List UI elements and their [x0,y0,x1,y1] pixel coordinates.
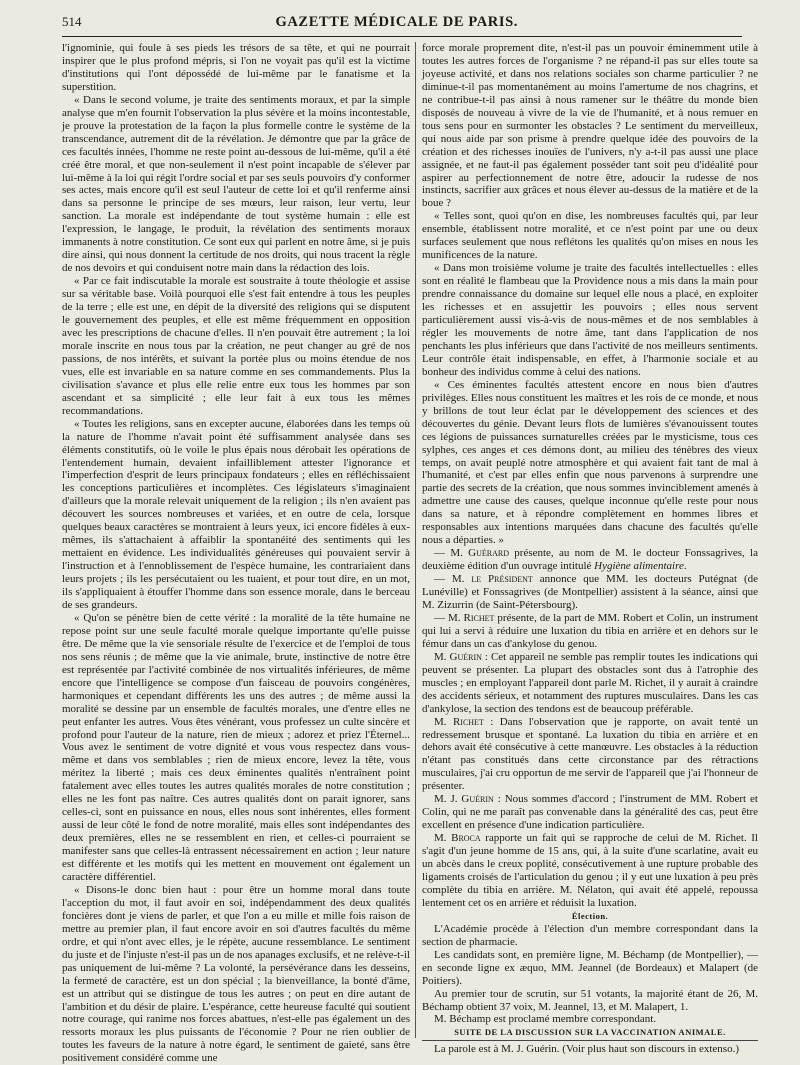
left-paragraph: « Dans le second volume, je traite des sentiments moraux, et par la simple analyse que m'en fournit l'observation la plus sévère et la moins incontestable, je prouve la protestation de la façon la plus formelle contre le système de la transcendance, autrement dit de la révélation. Je démontre que par la grâce de ces facultés innées, l'homme ne reste point au-dessous de lui-même, qu'il a été créé être moral, et que non-seulement il n'est point incapable de s'élever par lui-même à la loi qui régit l'ordre social et par ses seuls pouvoirs d'y conformer ses actes, mais encore qu'il est seul l'auteur de cette loi et qu'il renferme ainsi dans sa personne le principe de ses mœurs, leur raison, leur vertu, leur sanction. La morale est indépendante de tout système humain : elle est l'expression, le langage, le produit, la révélation des sentiments moraux immanents à notre constitution. Ce sont eux qui parlent en notre âme, si je puis dire ainsi, qui nous donnent la certitude de nos droits, qui nous tracent la règle de nos devoirs et qui conduisent notre main dans la rédaction des lois. [62,93,410,275]
speaker-name: M. Guérard [450,547,509,560]
left-paragraph: « Disons-le donc bien haut : pour être un homme moral dans toute l'acception du mot, il faut avoir en soi, indépendamment des deux qualités foncières dont je viens de parler, et que l'on a eu mille et mille fois raison de mettre au premier plan, il faut encore avoir en soi d'autres facultés du même ordre, et qui n'ont avec elles, je le répète, aucune ressemblance. Le sentiment du juste et de l'injuste n'est-il pas un de nos apanages exclusifs, et ne relève-t-il pas uniquement de lui-même ? La volonté, la persévérance dans les desseins, la fermeté de caractère, est un don spécial ; la bienveillance, la bonté d'âme, est un attribut qui se distingue de tous les autres ; on peut en dire autant de l'ambition et du désir de plaire. L'espérance, cette heureuse faculté qui soutient notre courage, qui ranime nos forces abattues, n'est-elle pas également un des ressorts moraux les plus puissants de l'économie ? Pour ne rien oublier de toutes les faveurs de la nature à notre égard, le sentiment de gaieté, sans être positivement considéré comme une [62,883,410,1065]
announcement [422,651,758,716]
right-paragraph: force morale proprement dite, n'est-il pas un pouvoir éminemment utile à toutes les autres forces de l'organisme ? ne répand-il pas sur elles toute sa joyeuse activité, et dans nos relations sociales son charme particulier ? ne diminue-t-il pas momentanément au moins l'amertume de nos chagrins, et ne contribue-t-il pas ainsi à nous ramener sur le théâtre du monde bien disposés de nouveau à vivre de la vie de l'humanité, et à nous remuer en tous sens pour en surmonter les obstacles ? Le sentiment du merveilleux, qui nous aide par son prisme à prendre quelque idée des pouvoirs de la création et des richesses inouïes de l'univers, n'y a-t-il pas aussi une place assignée, et ne faut-il pas également posséder tant soit peu d'idéalité pour aspirer au perfectionnement de notre être, adoucir la rudesse de nos instincts, sacrifier aux grâces et nous élever au-dessus de la matière et de la boue ? [422,42,758,210]
announcement-text: présente, de la part de MM. Robert et Colin, un instrument qui lui a servi à réduire une luxation du tibia en arrière et en dehors sur le fémur dans un cas d'ankylose du genou. [422,611,759,650]
announcement: — M. le Président annonce que MM. les docteurs Putégnat (de Lunéville) et Fonssagrives (de Montpellier) assistent à la séance, ainsi que M. Zizurrin (de Saint-Pétersbourg). [422,573,758,611]
announcement-text: annonce que MM. les docteurs Putégnat (de Lunéville) et Fonssagrives (de Montpellier) assistent à la séance, ainsi que M. Zizurrin (de Saint-Pétersbourg). [422,573,758,611]
announcement: — M. Richet présente, de la part de MM. Robert et Colin, un instrument qui lui a servi à réduire une luxation du tibia en arrière et en dehors sur le fémur dans un cas d'ankylose du genou. [422,611,759,650]
left-column [62,42,410,1065]
left-paragraph: « Toutes les religions, sans en excepter aucune, élaborées dans les temps où la nature de l'homme n'avait point été suffisamment analysée dans ses éléments constitutifs, où le voile le plus épais nous dérobait les opérations de l'entendement humain, devaient infailliblement attester l'ignorance et l'imperfection d'esprit de leurs principaux fondateurs ; elles en réfléchissaient les conceptions particulières et incomplètes. Ces législateurs s'imaginaient d'ailleurs que la morale relevait uniquement de la religion ; ils n'en avaient pas découvert les sources nombreuses et variées, et en outre de cela, lorsque quelques beaux caractères se montraient à leurs yeux, ici encore fidèles à eux-mêmes, ils s'attachaient à affaiblir la spontanéité des sentiments qui les mettaient en évidence. Les individualités généreuses qui pouvaient servir à l'instruction et à l'ennoblissement de l'espèce humaine, les contrariaient dans leurs projets ; ils les persécutaient ou les tuaient, et pour tout dire, en un mot, ils s'appliquaient à étouffer l'homme dans son essence morale, dans le berceau de ses grandeurs. [62,417,410,611]
speaker-name: M. Richet [448,611,495,624]
announcement-text: rapporte un fait qui se rapproche de celui de M. Richet. Il s'agit d'un jeune homme de 15 ans, qui, à la suite d'une scarlatine, avait eu un abcès dans le creux poplité, consécutivement à une rupture probable des ligaments croisés de l'articulation du genou ; il y eut une luxation à peu près complète du tibia en arrière. M. Nélaton, qui avait été appelé, repoussa lentement cet os en arrière et réduisit la luxation. [422,832,758,909]
speaker-name: M. Broca [434,832,481,845]
column-divider [415,42,416,1038]
announcement [422,793,758,832]
speaker-name: M. Guérin [434,650,482,663]
left-paragraph: « Par ce fait indiscutable la morale est soustraite à toute théologie et assise sur sa véritable base. Voilà pourquoi elle s'est fait entendre à tous les peuples de la terre ; elle est une, en dépit de la diversité des religions qui se disputent le gouvernement des peuples, et elle est même fréquemment en opposition avec les prescriptions de chacune d'elles. Il n'en pouvait être autrement ; la loi morale inscrite en nous tous par la création, ne peut changer au gré de nos passions, de nos intérêts, et suivant la portée plus ou moins étendue de nos vues, elle est invariable en sa nature comme en ses commandements. Plus la civilisation s'avance et plus elle relie entre eux tous les hommes par son ascendant et sa simplicité ; elle leur fait à eux tous les mêmes recommandations. [62,275,410,417]
right-paragraph: « Telles sont, quoi qu'on en dise, les nombreuses facultés qui, par leur ensemble, établissent notre moralité, et ce n'est point par une ou deux surfaces seulement que nous reflétons les qualités qu'on mises en nous les munificences de la nature. [422,210,758,262]
announcement-text: : Cet appareil ne semble pas remplir toutes les indications qui peuvent se présenter. La plupart des obstacles sont dus à l'atrophie des muscles ; en employant l'appareil dont parle M. Richet, il y aurait à craindre des accidents sérieux, et notamment des ruptures musculaires. Dans les cas d'ankylose, la section des tendons est de beaucoup préférable. [422,650,759,715]
left-paragraph: l'ignominie, qui foule à ses pieds les trésors de sa tête, et qui ne pourrait inspirer que le plus profond mépris, si l'on ne voyait pas qu'il est la victime d'institutions qui l'ont dépossédé de lui-même par le fanatisme et la superstition. [62,42,410,93]
election-paragraph: Les candidats sont, en première ligne, M. Béchamp (de Montpellier), — en seconde ligne ex æquo, MM. Jeannel (de Bordeaux) et Malapert (de Poitiers). [422,948,758,987]
speaker-name: M. le Président [451,573,533,586]
announcement-text: : Nous sommes d'accord ; l'instrument de MM. Robert et Colin, qui ne me paraît pas convenable dans la généralité des cas, peut être excellent en présence d'une indication particulière. [422,793,758,832]
election-paragraph: Au premier tour de scrutin, sur 51 votants, la majorité étant de 26, M. Béchamp obtient 37 voix, M. Jeannel, 13, et M. Malapert, 1. [422,987,758,1013]
right-paragraph: « Ces éminentes facultés attestent encore en nous bien d'autres privilèges. Elles nous constituent les maîtres et les rois de ce monde, et nous y brillons de tout leur éclat par le développement des sciences et des découvertes du génie. Devant leurs flots de lumières s'évanouissent toutes ces légions de puissances surnaturelles créées par le mysticisme, tous ces sylphes, ces anges et ces démons dont, au milieu des ténèbres des vieux temps, on avait peuplé notre atmosphère et qui avaient fait tant de mal à l'humanité, et c'est par elles enfin que nous parvenons à surprendre une partie des secrets de la création, que nous sommes invinciblement amenés à admettre une cause des causes, quelque inconnue qu'elle reste pour nous dans sa nature, et à répondre complètement en hommes libres et responsables aux intentions marquées dans chacune des facultés qu'elle nous a départies. » [422,378,758,547]
announcement: — M. Guérard présente, au nom de M. le docteur Fonssagrives, la deuxième édition d'un ouvrage intitulé Hygiène alimentaire. [422,547,758,573]
announcement [422,832,758,910]
journal-title: GAZETTE MÉDICALE DE PARIS. [275,14,519,30]
announcement-end: . [683,560,687,573]
speaker-name: M. J. Guérin [434,793,494,806]
election-paragraph: M. Béchamp est proclamé membre correspondant. [434,1013,657,1026]
election-paragraph: L'Académie procède à l'élection d'un membre correspondant dans la section de pharmacie. [422,922,758,948]
right-paragraph: « Dans mon troisième volume je traite des facultés intellectuelles : elles sont en réalité le flambeau que la Providence nous a mis dans la main pour prendre connaissance du domaine sur lequel elle nous a placé, en exploiter les richesses et en assujettir les pouvoirs ; elles nous servent particulièrement aussi vis-à-vis de nous-mêmes et de nos semblables à régler les mouvements de notre âme, tant dans l'application de nos penchants les plus inférieurs que dans l'activité de nos meilleurs sentiments. Leur contrôle était indispensable, en effet, à l'harmonie sociale et au bonheur des individus comme à celui des nations. [422,262,758,378]
announcement [422,716,758,794]
book-title: Hygiène alimentaire [594,560,684,573]
speaker-name: M. Richet [434,715,484,728]
final-line: La parole est à M. J. Guérin. (Voir plus haut son discours in extenso.) [434,1043,739,1056]
discussion-heading: SUITE DE LA DISCUSSION SUR LA VACCINATION ANIMALE. [422,1026,758,1041]
election-heading: Élection. [571,910,609,921]
left-paragraph: « Qu'on se pénètre bien de cette vérité : la moralité de la tête humaine ne repose point sur une seule faculté morale quelque importante qu'elle puisse être. De même que la vie sensoriale résulte de l'exercice et de l'emploi de tous nos sens réunis ; de même que la vie animale, brute, instinctive de notre être est représentée par l'activité combinée de nos virtualités inférieures, de même encore que l'intelligence se compose d'un faisceau de pouvoirs congénères, harmoniques et cependant différents les uns des autres ; de même aussi la moralité se dessine par un ensemble de facultés morales, une d'entre elles ne peut enfanter les autres. Vous êtes vénérant, vous professez un culte sincère et profond pour l'auteur de la nature, rien de mieux ; adorez et priez l'Éternel... Vous avez le sentiment de votre dignité et vous vous respectez dans vous-même et dans vos semblables ; rien de mieux encore, levez la tête, vous méritez la liberté ; mais ces deux éminentes qualités n'entraînent point fatalement avec elles toutes les autres qualités morales de notre constitution ; elles ne les font pas naître. Ces autres qualités dont on parait ignorer, sans celles-ci, sont en puissance en nous, elles nous sont inhérentes, elles forment aussi de leur côté le fond de notre moralité, mais elles sont indépendantes des deux premières, elles ne se ressemblent en rien, et celles-ci pourraient se manifester sans que celles-là entrassent nécessairement en action ; leur nature est différente et les motifs qui les mettent en mouvement ont également un caractère différentiel. [62,611,410,883]
page-header [62,14,742,34]
page-number: 514 [62,14,82,29]
header-rule [62,36,742,37]
announcement-text: présente, au nom de M. le docteur Fonssagrives, la deuxième édition d'un ouvrage intitulé [422,547,758,573]
announcement-text: : Dans l'observation que je rapporte, on avait tenté un redressement brusque et spontané. La luxation du tibia en arrière et en dehors avait été consécutive à cette manœuvre. Les obstacles à la réduction n'étant pas constitués dans cette circonstance par des rétractions musculaires, j'ai cru opportun de me servir de l'appareil que j'ai l'honneur de présenter. [422,715,758,793]
right-column [422,42,759,1056]
